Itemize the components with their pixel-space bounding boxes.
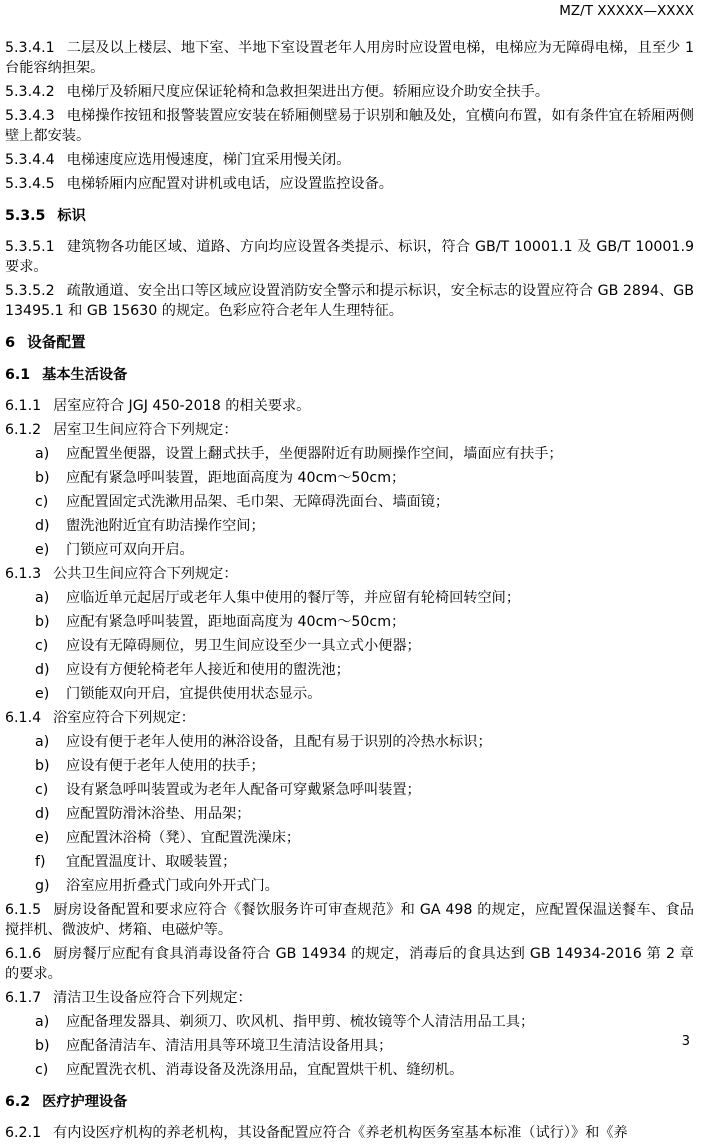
- clause-paragraph: [5, 237, 694, 277]
- list-item: [5, 540, 694, 560]
- list-item: [5, 516, 694, 536]
- clause-text: 厨房设备配置和要求应符合《餐饮服务许可审查规范》和 GA 498 的规定，应配置保温送餐车、食品搅拌机、微波炉、烤箱、电磁炉等。: [5, 902, 694, 938]
- clause-text: 厨房餐厅应配有食具消毒设备符合 GB 14934 的规定，消毒后的食具达到 GB 14934-2016 第 2 章的要求。: [5, 946, 694, 982]
- list-item: [5, 804, 694, 824]
- list-item: [5, 780, 694, 800]
- clause-paragraph: [5, 396, 694, 416]
- clause-number: 6.1.7: [5, 990, 42, 1006]
- list-item: [5, 492, 694, 512]
- page-number: 3: [681, 1034, 690, 1049]
- list-item: [5, 444, 694, 464]
- list-item: [5, 732, 694, 752]
- clause-number: 5.3.4.1: [5, 40, 55, 56]
- clause-text: 电梯速度应选用慢速度，梯门宜采用慢关闭。: [66, 152, 351, 168]
- list-item-text: 应配置坐便器，设置上翻式扶手，坐便器附近有助厕操作空间，墙面应有扶手；: [66, 446, 563, 462]
- section-heading: [5, 333, 694, 353]
- clause-paragraph: [5, 281, 694, 321]
- list-item: [5, 876, 694, 896]
- clause-text: 公共卫生间应符合下列规定：: [53, 566, 238, 582]
- clause-paragraph: [5, 900, 694, 940]
- clause-text: 浴室应符合下列规定：: [53, 710, 195, 726]
- heading-text: 医疗护理设备: [42, 1094, 128, 1110]
- list-item-label: b): [35, 470, 50, 486]
- section-heading: [5, 1092, 694, 1112]
- list-item-text: 应配有紧急呼叫装置，距地面高度为 40cm～50cm；: [66, 614, 406, 630]
- heading-text: 标识: [57, 208, 86, 224]
- list-item: [5, 1036, 694, 1056]
- list-item-label: b): [35, 614, 50, 630]
- list-item-label: e): [35, 686, 50, 702]
- clause-text: 疏散通道、安全出口等区域应设置消防安全警示和提示标识，安全标志的设置应符合 GB 2894、GB 13495.1 和 GB 15630 的规定。色彩应符合老年人生理特征。: [5, 283, 694, 319]
- list-item-text: 应设有便于老年人使用的淋浴设备，且配有易于识别的冷热水标识；: [66, 734, 492, 750]
- clause-paragraph: [5, 564, 694, 584]
- list-item-text: 应配有紧急呼叫装置，距地面高度为 40cm～50cm；: [66, 470, 406, 486]
- list-item-label: a): [35, 446, 50, 462]
- list-item-label: b): [35, 758, 50, 774]
- clause-paragraph: [5, 106, 694, 146]
- clause-number: 6.1.2: [5, 422, 42, 438]
- clause-paragraph: [5, 82, 694, 102]
- list-item: [5, 468, 694, 488]
- list-item-text: 应配置防滑沐浴垫、用品架；: [66, 806, 251, 822]
- clause-text: 电梯厅及轿厢尺度应保证轮椅和急救担架进出方便。轿厢应设介助安全扶手。: [66, 84, 550, 100]
- list-item-label: d): [35, 518, 50, 534]
- list-item-text: 应配置固定式洗漱用品架、毛巾架、无障碍洗面台、墙面镜；: [66, 494, 450, 510]
- list-item: [5, 756, 694, 776]
- list-item-label: d): [35, 806, 50, 822]
- list-item-label: c): [35, 1062, 49, 1078]
- clause-number: 5.3.4.3: [5, 108, 55, 124]
- list-item: [5, 588, 694, 608]
- clause-number: 5.3.4.2: [5, 84, 55, 100]
- list-item-label: d): [35, 662, 50, 678]
- clause-number: 6.1.5: [5, 902, 42, 918]
- clause-paragraph: [5, 988, 694, 1008]
- list-item-text: 应设有方便轮椅老年人接近和使用的盥洗池；: [66, 662, 350, 678]
- list-item-text: 盥洗池附近宜有助洁操作空间；: [66, 518, 265, 534]
- list-item-text: 应设有便于老年人使用的扶手；: [66, 758, 265, 774]
- list-item-text: 应配备清洁车、清洁用具等环境卫生清洁设备用具；: [66, 1038, 393, 1054]
- list-item-label: e): [35, 830, 50, 846]
- list-item-text: 宜配置温度计、取暖装置；: [66, 854, 237, 870]
- clause-text: 有内设医疗机构的养老机构，其设备配置应符合《养老机构医务室基本标准（试行）》和《养: [53, 1125, 628, 1141]
- heading-text: 基本生活设备: [42, 367, 128, 383]
- clause-number: 6.1.4: [5, 710, 42, 726]
- clause-paragraph: [5, 708, 694, 728]
- list-item-label: c): [35, 638, 49, 654]
- list-item-label: c): [35, 494, 49, 510]
- clause-number: 6.1: [5, 367, 31, 383]
- list-item-label: a): [35, 734, 50, 750]
- clause-text: 电梯操作按钮和报警装置应安装在轿厢侧壁易于识别和触及处，宜横向布置，如有条件宜在轿厢两侧壁上都安装。: [5, 108, 694, 144]
- clause-number: 6.1.1: [5, 398, 42, 414]
- document-body: [5, 38, 694, 1147]
- clause-text: 电梯轿厢内应配置对讲机或电话，应设置监控设备。: [66, 176, 393, 192]
- list-item-label: c): [35, 782, 49, 798]
- list-item: [5, 636, 694, 656]
- list-item-text: 应配置沐浴椅（凳）、宜配置洗澡床；: [66, 830, 301, 846]
- clause-number: 6.2: [5, 1094, 31, 1110]
- list-item: [5, 1060, 694, 1080]
- clause-paragraph: [5, 150, 694, 170]
- clause-number: 5.3.4.4: [5, 152, 55, 168]
- clause-number: 5.3.5: [5, 208, 46, 224]
- list-item-label: a): [35, 590, 50, 606]
- list-item: [5, 828, 694, 848]
- list-item-label: e): [35, 542, 50, 558]
- list-item: [5, 684, 694, 704]
- clause-text: 建筑物各功能区域、道路、方向均应设置各类提示、标识，符合 GB/T 10001.1 及 GB/T 10001.9 要求。: [5, 239, 694, 275]
- list-item: [5, 660, 694, 680]
- list-item: [5, 612, 694, 632]
- section-heading: [5, 206, 694, 226]
- clause-paragraph: [5, 1123, 694, 1143]
- clause-text: 居室卫生间应符合下列规定：: [53, 422, 238, 438]
- list-item-label: g): [35, 878, 50, 894]
- clause-text: 居室应符合 JGJ 450-2018 的相关要求。: [53, 398, 311, 414]
- list-item-text: 门锁应可双向开启。: [66, 542, 194, 558]
- list-item-label: f): [35, 854, 46, 870]
- clause-number: 6.1.6: [5, 946, 42, 962]
- clause-number: 6.2.1: [5, 1125, 42, 1141]
- clause-text: 清洁卫生设备应符合下列规定：: [53, 990, 252, 1006]
- list-item-text: 应临近单元起居厅或老年人集中使用的餐厅等，并应留有轮椅回转空间；: [66, 590, 521, 606]
- clause-number: 5.3.5.2: [5, 283, 55, 299]
- list-item-text: 应设有无障碍厕位，男卫生间应设至少一具立式小便器；: [66, 638, 421, 654]
- list-item-text: 浴室应用折叠式门或向外开式门。: [66, 878, 279, 894]
- list-item-label: a): [35, 1014, 50, 1030]
- clause-paragraph: [5, 944, 694, 984]
- list-item-text: 应配备理发器具、剃须刀、吹风机、指甲剪、梳妆镜等个人清洁用品工具；: [66, 1014, 535, 1030]
- heading-text: 设备配置: [27, 334, 86, 351]
- clause-number: 6.1.3: [5, 566, 42, 582]
- clause-paragraph: [5, 174, 694, 194]
- clause-number: 5.3.5.1: [5, 239, 55, 255]
- list-item: [5, 852, 694, 872]
- list-item-text: 应配置洗衣机、消毒设备及洗涤用品，宜配置烘干机、缝纫机。: [66, 1062, 464, 1078]
- clause-paragraph: [5, 420, 694, 440]
- clause-number: 6: [5, 334, 16, 351]
- list-item: [5, 1012, 694, 1032]
- list-item-label: b): [35, 1038, 50, 1054]
- list-item-text: 门锁能双向开启，宜提供使用状态显示。: [66, 686, 322, 702]
- clause-number: 5.3.4.5: [5, 176, 55, 192]
- section-heading: [5, 365, 694, 385]
- clause-paragraph: [5, 38, 694, 78]
- document-code-header: MZ/T XXXXX—XXXX: [559, 3, 694, 19]
- clause-text: 二层及以上楼层、地下室、半地下室设置老年人用房时应设置电梯，电梯应为无障碍电梯，且至少 1 台能容纳担架。: [5, 40, 694, 76]
- list-item-text: 设有紧急呼叫装置或为老年人配备可穿戴紧急呼叫装置；: [66, 782, 421, 798]
